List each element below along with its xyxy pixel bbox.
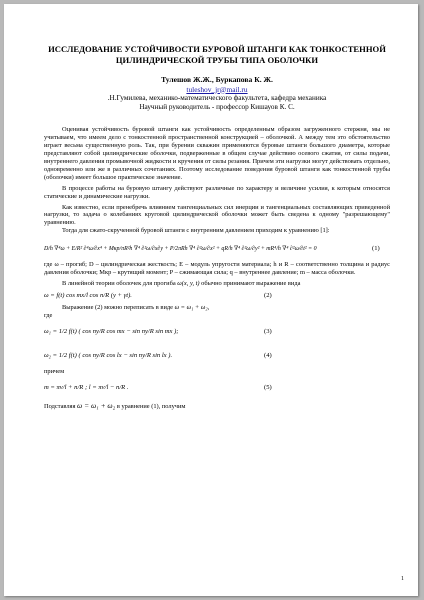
equation-4-number: (4) xyxy=(264,351,272,359)
supervisor: Научный руководитель - профессор Кишауов К. С. xyxy=(139,103,295,112)
equation-3: ω₁ = 1/2 f(t) ( cos ny/R cos mx − sin ny/R sin mx ); xyxy=(44,327,179,335)
linear-theory-text-start: В линейной теории оболочек для прогиба xyxy=(62,280,176,287)
affiliation: .Н.Гумилева, механико-математического факультета, кафедра механика xyxy=(107,94,327,102)
equation-3-row xyxy=(44,320,390,344)
linear-theory-text-end: обычно принимают выражение вида xyxy=(201,280,301,287)
paragraph-known: Как известно, если пренебречь влиянием тангенциальных сил инерции и тангенциальных составляющих приведенной нагрузки, то задача о колебаниях круговой цилиндрической оболочки может быть сведена к одному "разрешающему" уравнению. xyxy=(44,203,390,227)
rewrite-text: Выражение (2) можно переписать в виде xyxy=(62,303,173,311)
page-content xyxy=(44,44,390,411)
equation-2-number: (2) xyxy=(264,291,272,299)
equation-2: ω = f(t) cos mx/l cos n/R (y + γt). xyxy=(44,291,132,299)
equation-4: ω₂ = 1/2 f(t) ( cos ny/R cos lx − sin ny/R sin lx ). xyxy=(44,351,173,359)
moreover-label: причем xyxy=(44,367,65,375)
paper-title: ИССЛЕДОВАНИЕ УСТОЙЧИВОСТИ БУРОВОЙ ШТАНГИ КАК ТОНКОСТЕННОЙ ЦИЛИНДРИЧЕСКОЙ ТРУБЫ ТИПА ОБОЛОЧКИ xyxy=(48,44,386,65)
authors: Тулешов Ж.Ж., Буркапова К. Ж. xyxy=(161,75,273,84)
paragraph-loads: В процессе работы на буровую штангу действуют различные по характеру и величине усилия, к которым относятся статические и динамические нагрузки. xyxy=(44,184,390,200)
equation-2-row xyxy=(44,288,390,304)
document-page xyxy=(4,4,418,596)
paragraph-equation-intro: Тогда для сжато-скрученной буровой штанги с внутренним давлением приходим к уравнению [1]: xyxy=(62,227,330,235)
equation-5: m = πν/l + n/R ; l = πν/l − n/R . xyxy=(44,383,129,391)
substituting-text-start: Подставляя xyxy=(44,402,76,410)
equation-5-row xyxy=(44,376,390,400)
inline-omega-substitution: ω = ω₁ + ω₂ xyxy=(77,400,116,410)
equation-5-number: (5) xyxy=(264,383,272,391)
author-email-link[interactable]: tuleshov_jr@mail.ru xyxy=(186,84,248,94)
paragraph-linear-theory xyxy=(44,280,390,288)
inline-omega-sum: ω = ω₁ + ω₂ xyxy=(174,303,208,311)
equation-3-number: (3) xyxy=(264,327,272,335)
paragraph-rewrite: Выражение (2) можно переписать в виде ω = ω₁ + ω₂, xyxy=(62,303,210,311)
equation-1-row xyxy=(44,237,390,261)
equation-1-number: (1) xyxy=(372,245,380,253)
inline-omega: ω(x, y, t) xyxy=(177,280,200,287)
page-number: 1 xyxy=(401,576,404,582)
equation-1: D/h ∇⁴ω + E/R² ∂⁴ω/∂x⁴ + Mкр/πR²h ∇⁴ ∂²ω/∂x∂y + P/2πRh ∇⁴ ∂²ω/∂x² + qR/h ∇⁴ ∂²ω/∂y² + mR⁴/h ∇⁴ ∂²ω/∂t² = 0 xyxy=(44,246,317,253)
equation-4-row xyxy=(44,344,390,368)
substituting-text-end: в уравнение (1), получим xyxy=(116,402,186,410)
paragraph-definitions: где ω – прогиб; D – цилиндрическая жесткость; E – модуль упругости материала; h и R – соответственно толщина и радиус давления оболочки; Mкр – крутящий момент; P – сжимающая сила; q – внутреннее давление; m – масса оболочки. xyxy=(44,261,390,277)
paragraph-substituting xyxy=(44,402,390,411)
where-label: где xyxy=(44,311,53,319)
paragraph-intro: Оценивая устойчивость буровой штанги как устойчивость определенным образом загруженного стержня, мы не учитываем, что имеем дело с тонкостенной пространственной конструкцией – оболочкой. А между тем это обстоятельство играет весьма существенную роль. Так, при бурении скважин применяются буровые штанги большого диаметра, которые представляют собой цилиндрические оболочки, подверженные в общем случае действию осевого сжатия, от силы подачи, внутреннего давления промывочной жидкости и кручения от силы резания. Причем эти нагрузки могут действовать отдельно, одновременно или же в различных сочетаниях. Поэтому исследование поведения буровой штанги как тонкостенной трубы (оболочки) имеет большое практическое значение. xyxy=(44,126,390,181)
